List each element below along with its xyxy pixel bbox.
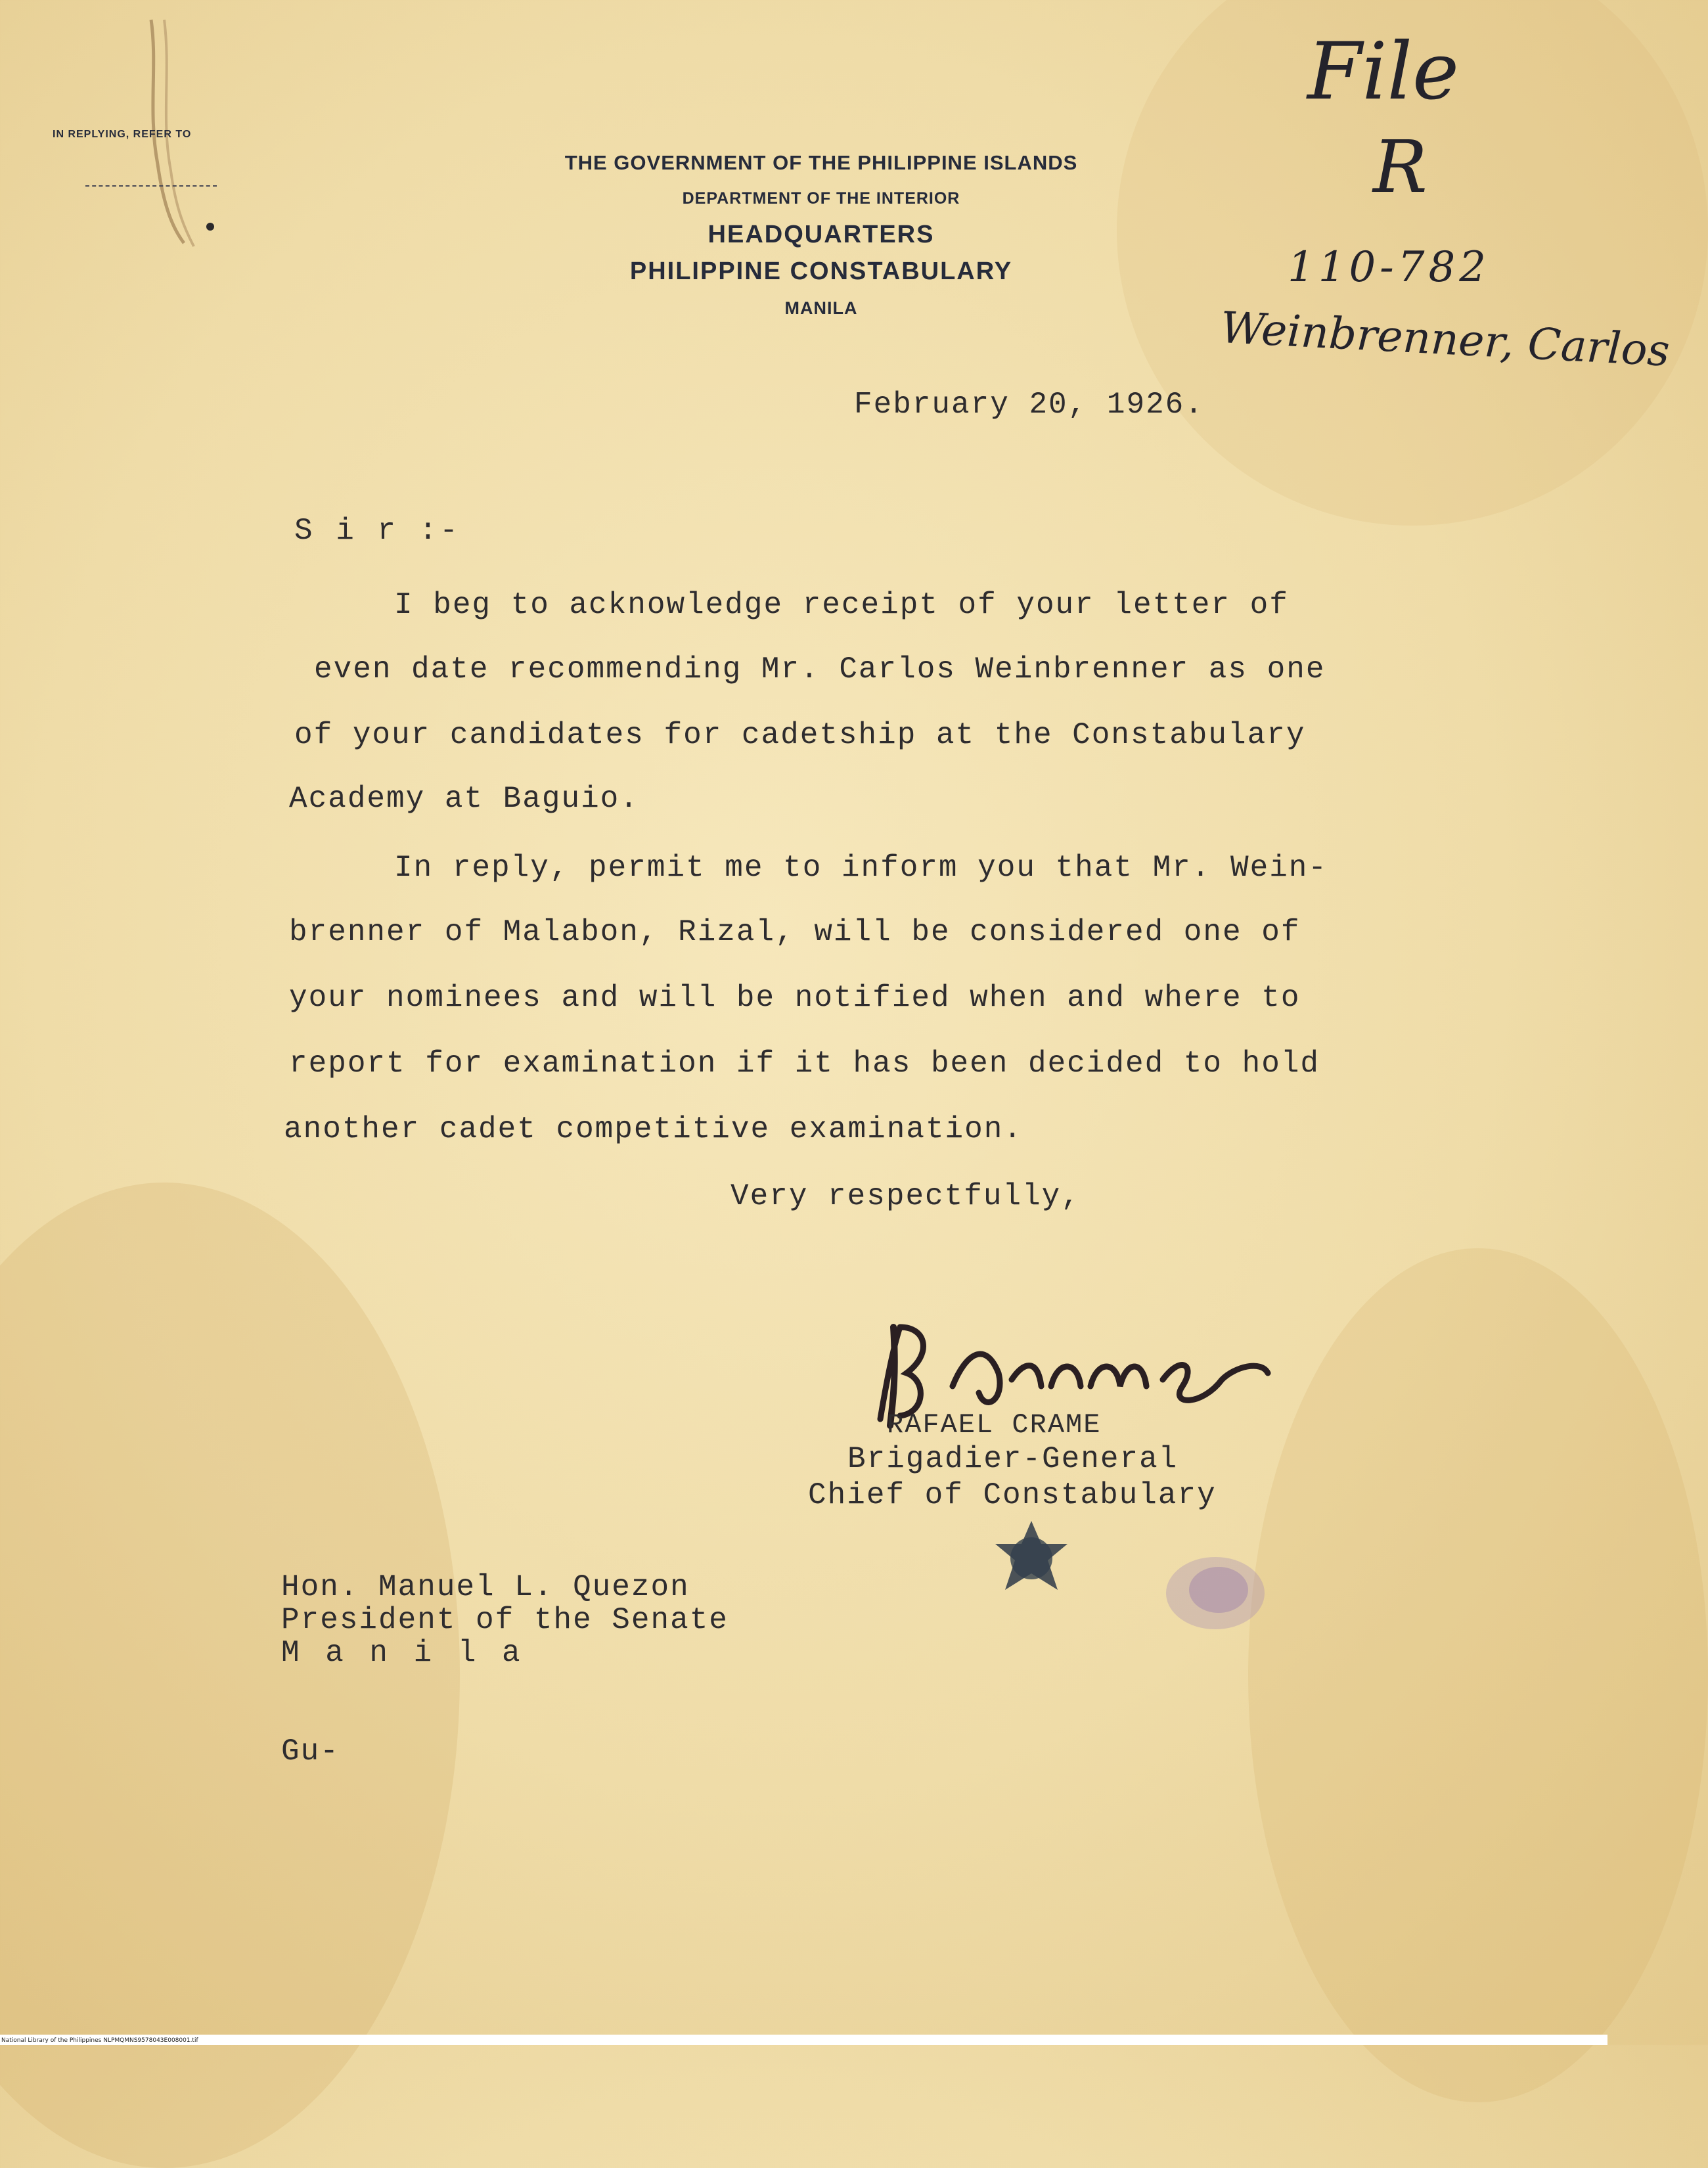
body-line: of your candidates for cadetship at the Constabulary bbox=[294, 718, 1306, 752]
reply-reference-line bbox=[85, 185, 217, 187]
typist-initials: Gu- bbox=[281, 1734, 340, 1769]
ink-blot-stamp bbox=[989, 1518, 1074, 1603]
handwritten-mark: R bbox=[1373, 125, 1427, 209]
paper-stain bbox=[0, 1183, 460, 2168]
letterhead-city: MANILA bbox=[784, 298, 858, 318]
purple-seal-stamp bbox=[1156, 1547, 1274, 1639]
archive-caption: National Library of the Philippines NLPMQMNS9578043E008001.tif bbox=[1, 2037, 198, 2044]
addressee-line: Hon. Manuel L. Quezon bbox=[281, 1570, 690, 1604]
body-line: In reply, permit me to inform you that Mr. Wein- bbox=[394, 851, 1328, 885]
reply-reference-label: IN REPLYING, REFER TO bbox=[53, 129, 192, 140]
letter-salutation: S i r :- bbox=[294, 514, 461, 548]
signer-rank: Brigadier-General bbox=[847, 1442, 1179, 1476]
letter-closing: Very respectfully, bbox=[730, 1179, 1081, 1213]
archive-caption-strip bbox=[0, 2035, 1607, 2045]
letterhead-department: DEPARTMENT OF THE INTERIOR bbox=[682, 189, 960, 208]
letterhead-headquarters: HEADQUARTERS bbox=[708, 221, 935, 248]
handwritten-name: Weinbrenner, Carlos bbox=[1219, 302, 1671, 376]
signer-title: Chief of Constabulary bbox=[808, 1478, 1217, 1512]
body-line: your nominees and will be notified when and where to bbox=[289, 981, 1301, 1015]
body-line: brenner of Malabon, Rizal, will be considered one of bbox=[289, 915, 1301, 949]
body-line: I beg to acknowledge receipt of your letter of bbox=[394, 588, 1289, 622]
signer-name: RAFAEL CRAME bbox=[887, 1409, 1102, 1441]
body-line: report for examination if it has been decided to hold bbox=[289, 1047, 1320, 1081]
body-line: Academy at Baguio. bbox=[289, 782, 639, 816]
addressee-line: M a n i l a bbox=[281, 1636, 524, 1670]
body-line: another cadet competitive examination. bbox=[284, 1112, 1023, 1146]
handwritten-file-note: File bbox=[1307, 26, 1460, 118]
paper-stain bbox=[1248, 1248, 1708, 2102]
body-line: even date recommending Mr. Carlos Weinbrenner as one bbox=[314, 652, 1326, 687]
addressee-line: President of the Senate bbox=[281, 1603, 729, 1637]
letter-date: February 20, 1926. bbox=[854, 388, 1204, 422]
letterhead-constabulary: PHILIPPINE CONSTABULARY bbox=[629, 258, 1013, 285]
letterhead-government: THE GOVERNMENT OF THE PHILIPPINE ISLANDS bbox=[564, 151, 1078, 174]
handwritten-number: 110-782 bbox=[1288, 243, 1490, 292]
